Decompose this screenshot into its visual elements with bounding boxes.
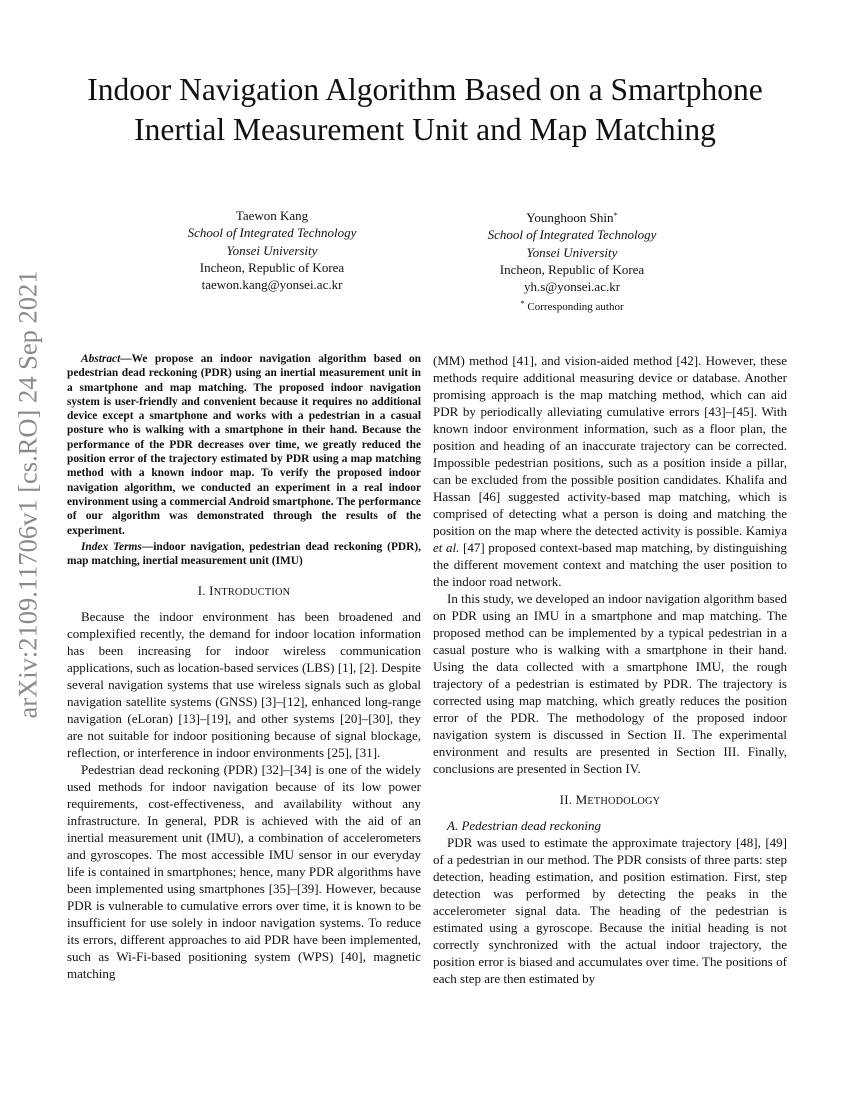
intro-paragraph-2-continued xyxy=(433,352,787,590)
arxiv-id: arXiv:2109.11706v1 [cs.RO] 24 Sep 2021 xyxy=(12,269,43,719)
intro-paragraph-3: In this study, we developed an indoor navigation algorithm based on PDR using an IMU in a smartphone and map matching. The proposed method can be implemented by a typical pedestrian in a casual posture who is walking with a smartphone in their hand. Using the data collected with a smartphone IMU, the rough trajectory of a pedestrian is estimated by PDR. The trajectory is corrected using map matching, which greatly reduces the position error of the PDR. The methodology of the proposed indoor navigation system is discussed in Section II. The experimental environment and results are presented in Section III. Finally, conclusions are presented in Section IV. xyxy=(433,591,787,776)
author-location: Incheon, Republic of Korea xyxy=(499,261,645,277)
abstract-text: We propose an indoor navigation algorithm based on pedestrian dead reckoning (PDR) using an inertial measurement unit in a smartphone and map matching. The proposed indoor navigation system is user-friendly and convenient because it requires no additional device except a smartphone and works with a pedestrian in a casual posture who is walking with a smartphone in their hand. Because the performance of the PDR decreases over time, we greatly reduced the position error of the trajectory estimated by PDR using a map matching method with a known indoor map. To verify the proposed indoor navigation algorithm, we conducted an experiment in a real indoor environment using a commercial Android smartphone. The performance of our algorithm was demonstrated through the results of the experiment. xyxy=(67,353,421,537)
continued-text-a: (MM) method [41], and vision-aided method [42]. However, these methods require additional measuring device or database. Another promising approach is the map matching method, which can aid PDR by periodically alleviating cumulative errors [43]–[45]. With known indoor environment information, such as a floor plan, the position and heading of an inaccurate trajectory can be corrected. Impossible pedestrian positions, such as a position inside a pillar, can be excluded from the possible position candidates. Khalifa and Hassan [46] suggested activity-based map matching, which is comprised of detecting what a person is doing and matching the position on the map where the detected activity is possible. Kamiya xyxy=(433,353,787,538)
author-note-mark: * xyxy=(520,298,525,309)
right-column xyxy=(433,352,787,987)
index-terms-text: indoor navigation, pedestrian dead reckoning (PDR), map matching, inertial measurement unit (IMU) xyxy=(67,540,421,568)
author-department: School of Integrated Technology xyxy=(487,227,657,243)
arxiv-stamp xyxy=(6,269,50,719)
subsection-heading: A. Pedestrian dead reckoning xyxy=(447,818,602,833)
left-column xyxy=(67,352,421,982)
author-note xyxy=(432,295,712,316)
author-block-2 xyxy=(432,207,712,317)
author-name-line xyxy=(432,207,712,226)
abstract-label: Abstract xyxy=(81,353,121,365)
continued-text-b: [47] proposed context-based map matching, by distinguishing the different movement context and matching the user position to the indoor road network. xyxy=(433,540,787,589)
methodology-paragraph-1: PDR was used to estimate the approximate trajectory [48], [49] of a pedestrian in our method. The PDR consists of three parts: step detection, heading estimation, and position estimation. First, step detection was performed by detecting the peaks in the accelerometer signal data. The heading of the pedestrian is estimated using a gyroscope. Because the initial heading is not correctly synchronized with the actual indoor trajectory, the position error is biased and accumulates over time. The positions of each step are then estimated by xyxy=(433,835,787,986)
section-title-rest: ETHODOLOGY xyxy=(587,796,661,807)
paper-title: Indoor Navigation Algorithm Based on a Smartphone Inertial Measurement Unit and Map Matching xyxy=(87,72,763,147)
author-department: School of Integrated Technology xyxy=(187,225,357,241)
author-email: taewon.kang@yonsei.ac.kr xyxy=(201,277,343,293)
author-note-text: Corresponding author xyxy=(527,301,624,314)
continued-etal: et al. xyxy=(433,540,460,555)
section-numeral: I. I xyxy=(197,583,214,599)
intro-paragraph-1: Because the indoor environment has been broadened and complexified recently, the demand for indoor location information has been increasing for indoor wireless communication applications, such as location-based services (LBS) [1], [2]. Despite several navigation systems that use wireless signals such as global navigation satellite systems (GNSS) [3]–[12], enhanced long-range navigation (eLoran) [13]–[19], and other systems [20]–[30], they are not suitable for indoor positioning because of signal blockage, reflection, or interference in indoor environments [25], [31]. xyxy=(67,609,421,761)
section-heading-methodology xyxy=(433,791,787,810)
section-title-rest: NTRODUCTION xyxy=(213,587,291,599)
corresponding-mark: * xyxy=(613,210,618,220)
author-email: yh.s@yonsei.ac.kr xyxy=(523,279,621,295)
intro-paragraph-2: Pedestrian dead reckoning (PDR) [32]–[34] is one of the widely used methods for indoor navigation because of its low power requirements, cost-effectiveness, and availability without any infrastructure. In general, PDR is achieved with the aid of an inertial measurement unit (IMU), a combination of accelerometers and gyroscopes. The most accessible IMU sensor in our everyday life is contained in smartphones; hence, many PDR algorithms have been implemented using smartphones [35]–[39]. However, because PDR is vulnerable to cumulative errors over time, it is known to be insufficient for use solely in indoor navigation systems. To reduce its errors, different approaches to aid PDR have been implemented, such as Wi-Fi-based positioning system (WPS) [40], magnetic matching xyxy=(67,762,421,982)
section-numeral: II. M xyxy=(559,792,588,807)
abstract: Abstract—We propose an indoor navigation algorithm based on pedestrian dead reckoning (PDR) using an inertial measurement unit in a smartphone and map matching. The proposed indoor navigation system is user-friendly and convenient because it requires no additional device except a smartphone and works with a pedestrian in a casual posture who is walking with a smartphone in their hand. Because the performance of the PDR decreases over time, we greatly reduced the position error of the trajectory estimated by PDR using a map matching method with a known indoor map. To verify the proposed indoor navigation algorithm, we conducted an experiment in a real indoor environment using a commercial Android smartphone. The performance of our algorithm was demonstrated through the results of the experiment. xyxy=(67,353,421,537)
author-name: Taewon Kang xyxy=(235,208,309,223)
author-block-1 xyxy=(132,207,412,293)
author-university: Yonsei University xyxy=(226,242,318,258)
author-name: Younghoon Shin xyxy=(526,210,614,225)
index-terms: Index Terms—indoor navigation, pedestrian dead reckoning (PDR), map matching, inertial measurement unit (IMU) xyxy=(67,540,421,568)
section-heading-introduction xyxy=(67,582,421,601)
author-university: Yonsei University xyxy=(526,244,618,260)
index-terms-label: Index Terms xyxy=(81,540,142,553)
author-location: Incheon, Republic of Korea xyxy=(199,259,345,275)
